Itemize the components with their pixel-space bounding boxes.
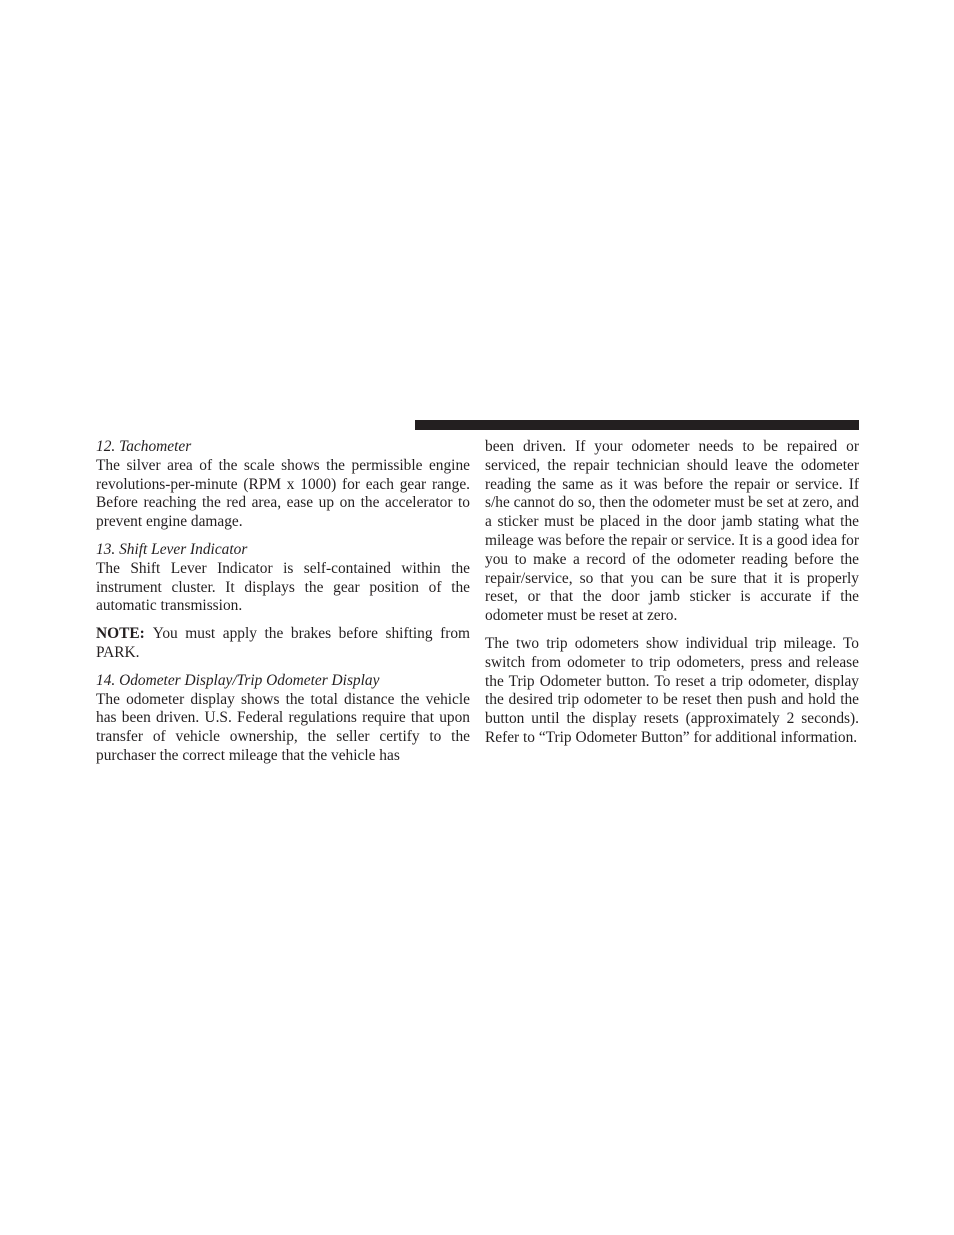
note-label: NOTE: bbox=[96, 625, 145, 643]
odometer-continuation: been driven. If your odometer needs to be repaired or serviced, the repair technician should leave the odometer reading the same as it was before the repair or service. If s/he cannot do so, then the odometer must be set at zero, and a sticker must be placed in the door jamb stating what the mileage was before the repair or service. It is a good idea for you to make a record of the odometer reading before the repair/service, so that you can be sure that it is properly reset, or that the door jamb sticker is accurate if the odometer must be reset at zero. bbox=[485, 438, 859, 625]
header-rule bbox=[415, 420, 859, 430]
shift-lever-heading: 13. Shift Lever Indicator bbox=[96, 540, 248, 558]
tachometer-body: The silver area of the scale shows the permissible engine revolutions-per-minute (RPM x 1000) for each gear range. Before reaching the red area, ease up on the accelerator to prevent engine damage. bbox=[96, 456, 470, 531]
odometer-heading: 14. Odometer Display/Trip Odometer Display bbox=[96, 671, 380, 689]
right-column bbox=[485, 438, 859, 757]
tachometer-heading: 12. Tachometer bbox=[96, 438, 192, 455]
left-column bbox=[96, 438, 470, 775]
note-text: You must apply the brakes before shifting from PARK. bbox=[96, 625, 470, 661]
note-paragraph bbox=[96, 625, 470, 663]
trip-odometer-info: The two trip odometers show individual trip mileage. To switch from odometer to trip odometers, press and release the Trip Odometer button. To reset a trip odometer, display the desired trip odometer to be reset then push and hold the button until the display resets (approximately 2 seconds). Refer to “Trip Odometer Button” for additional information. bbox=[485, 634, 859, 746]
odometer-body: The odometer display shows the total distance the vehicle has been driven. U.S. Federal regulations require that upon transfer of vehicle ownership, the seller certify to the purchaser the correct mileage that the vehicle has bbox=[96, 690, 470, 764]
shift-lever-body: The Shift Lever Indicator is self-contained within the instrument cluster. It displays the gear position of the automatic transmission. bbox=[96, 559, 470, 615]
